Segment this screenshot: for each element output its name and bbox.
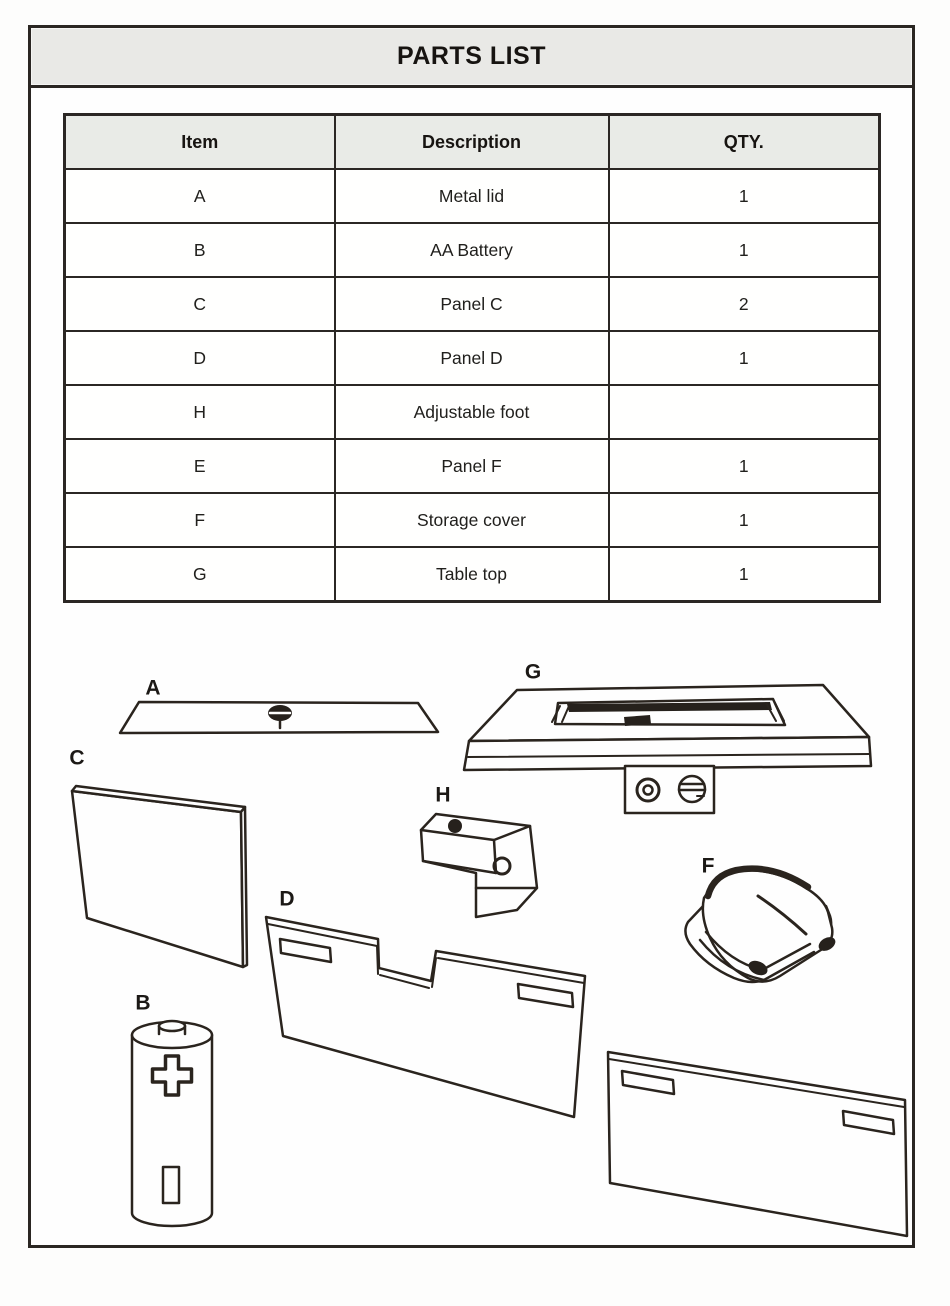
item-cell: C <box>65 277 335 331</box>
part-label-a: A <box>145 676 161 700</box>
part-label-c: C <box>69 746 85 770</box>
qty-cell: 1 <box>609 223 880 277</box>
qty-cell: 2 <box>609 277 880 331</box>
part-h-adjustable-foot-drawing <box>421 814 537 917</box>
part-e-panel-drawing <box>608 1052 907 1236</box>
item-cell: E <box>65 439 335 493</box>
column-header-qty: QTY. <box>609 115 880 170</box>
part-a-metal-lid-drawing <box>120 702 438 733</box>
description-cell: Table top <box>335 547 609 602</box>
page-title: PARTS LIST <box>397 42 546 70</box>
part-g-table-top-drawing <box>464 685 871 813</box>
part-label-g: G <box>524 660 542 684</box>
item-cell: A <box>65 169 335 223</box>
part-label-f: F <box>701 854 715 878</box>
description-cell: Panel C <box>335 277 609 331</box>
part-d-panel-drawing <box>266 917 585 1117</box>
qty-cell: 1 <box>609 331 880 385</box>
qty-cell: 1 <box>609 439 880 493</box>
column-header-item: Item <box>65 115 335 170</box>
part-f-storage-cover-drawing <box>685 869 837 982</box>
part-label-b: B <box>135 991 151 1015</box>
description-cell: Panel F <box>335 439 609 493</box>
description-cell: Storage cover <box>335 493 609 547</box>
description-cell: AA Battery <box>335 223 609 277</box>
column-header-description: Description <box>335 115 609 170</box>
qty-cell: 1 <box>609 169 880 223</box>
part-b-battery-drawing <box>132 1021 212 1226</box>
qty-cell: 1 <box>609 547 880 602</box>
part-c-panel-drawing <box>72 786 247 967</box>
item-cell: B <box>65 223 335 277</box>
item-cell: D <box>65 331 335 385</box>
item-cell: G <box>65 547 335 602</box>
description-cell: Adjustable foot <box>335 385 609 439</box>
description-cell: Metal lid <box>335 169 609 223</box>
part-label-h: H <box>435 783 451 807</box>
qty-cell: 1 <box>609 493 880 547</box>
item-cell: H <box>65 385 335 439</box>
description-cell: Panel D <box>335 331 609 385</box>
part-label-d: D <box>279 887 295 911</box>
item-cell: F <box>65 493 335 547</box>
